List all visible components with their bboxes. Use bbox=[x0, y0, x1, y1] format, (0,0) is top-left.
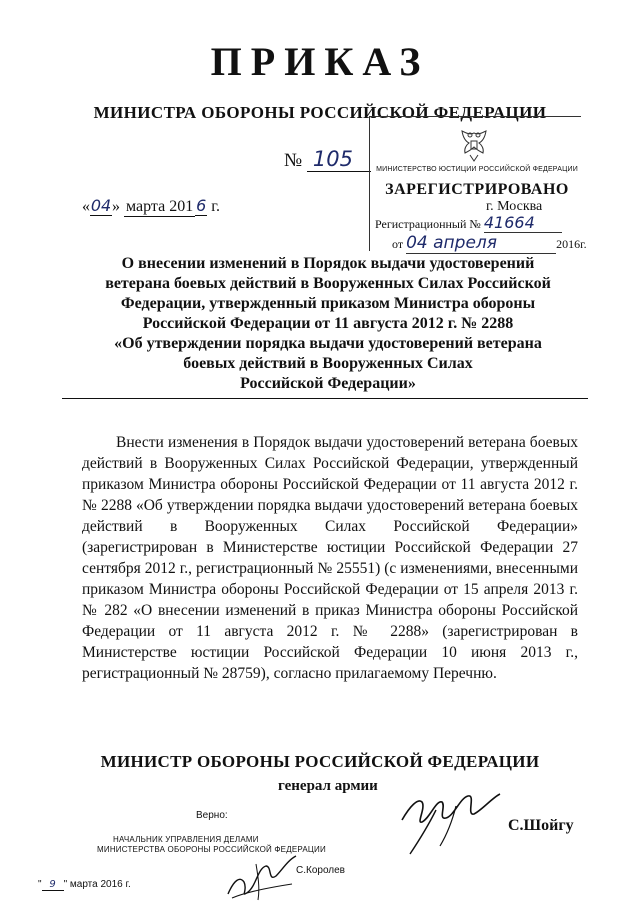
verification-date-quote-open: " bbox=[38, 879, 42, 890]
heading-line: Российской Федерации» bbox=[240, 375, 416, 392]
stamp-reg-value: 41664 bbox=[484, 213, 562, 233]
minister-signature bbox=[396, 776, 506, 858]
stamp-ministry: МИНИСТЕРСТВО ЮСТИЦИИ РОССИЙСКОЙ ФЕДЕРАЦИИ bbox=[376, 166, 578, 173]
verification-date-day: 9 bbox=[42, 879, 64, 891]
verifier-name: С.Королев bbox=[296, 865, 345, 876]
date-month-year: марта 201 bbox=[126, 198, 194, 215]
date-day: 04 bbox=[90, 196, 112, 215]
heading-divider bbox=[62, 398, 588, 399]
document-title: ПРИКАЗ bbox=[210, 39, 430, 84]
verification-date-quote-close: " bbox=[63, 879, 68, 890]
stamp-reg-label: Регистрационный № bbox=[375, 217, 481, 231]
stamp-year-suffix: 2016г. bbox=[556, 237, 587, 251]
verification-chief-line2: МИНИСТЕРСТВА ОБОРОНЫ РОССИЙСКОЙ ФЕДЕРАЦИИ bbox=[97, 845, 326, 854]
stamp-from-label: от bbox=[392, 237, 404, 251]
order-number-label: № bbox=[284, 150, 303, 171]
verification-date bbox=[38, 879, 131, 891]
order-number-value: 105 bbox=[307, 147, 371, 172]
stamp-from bbox=[392, 233, 587, 254]
date-suffix: г. bbox=[211, 198, 220, 215]
date-year-digit: 6 bbox=[196, 196, 207, 215]
heading-line: ветерана боевых действий в Вооруженных Силах Российской bbox=[105, 275, 551, 292]
order-body: Внести изменения в Порядок выдачи удостоверений ветерана боевых действий в Вооруженных Силах Российской Федерации, утвержденный приказом Министра обороны Российской Федерации от 11 августа 2012 г. № 2288 «Об утверждении порядка выдачи удостоверений ветерана боевых действий в Вооруженных Силах Российской Федерации» (зарегистрирован в Министерстве юстиции Российской Федерации 27 сентября 2012 г., регистрационный № 25551) (с изменениями, внесенными приказом Министра обороны Российской Федерации от 15 апреля 2013 г. № 282 «О внесении изменений в приказ Министра обороны Российской Федерации от 11 августа 2012 г. № 2288» (зарегистрирован в Министерстве юстиции Российской Федерации 10 июня 2013 г., регистрационный № 28759), согласно прилагаемому Перечню. bbox=[82, 434, 578, 682]
heading-line: Российской Федерации от 11 августа 2012 г. № 2288 bbox=[142, 315, 514, 332]
stamp-city: г. Москва bbox=[486, 199, 543, 214]
minister-name: С.Шойгу bbox=[508, 817, 574, 834]
stamp-left-border bbox=[369, 116, 370, 251]
verification-chief-line1: НАЧАЛЬНИК УПРАВЛЕНИЯ ДЕЛАМИ bbox=[113, 835, 259, 844]
order-date bbox=[82, 196, 220, 217]
heading-line: О внесении изменений в Порядок выдачи удостоверений bbox=[121, 255, 535, 272]
stamp-from-value: 04 апреля bbox=[406, 233, 556, 254]
eagle-emblem-icon bbox=[454, 127, 494, 163]
verification-date-rest: марта 2016 г. bbox=[69, 879, 131, 890]
stamp-top-border bbox=[369, 116, 581, 117]
verification-label: Верно: bbox=[196, 810, 228, 821]
minister-rank: генерал армии bbox=[278, 778, 378, 794]
date-close-quote: » bbox=[112, 198, 120, 215]
stamp-reg-number bbox=[375, 213, 562, 233]
heading-line: «Об утверждении порядка выдачи удостоверений ветерана bbox=[114, 335, 542, 352]
order-heading bbox=[70, 254, 586, 394]
minister-title: МИНИСТР ОБОРОНЫ РОССИЙСКОЙ ФЕДЕРАЦИИ bbox=[100, 752, 540, 771]
stamp-registered: ЗАРЕГИСТРИРОВАНО bbox=[385, 181, 569, 198]
heading-line: боевых действий в Вооруженных Силах bbox=[183, 355, 473, 372]
date-open-quote: « bbox=[82, 198, 90, 215]
issuer-subtitle: МИНИСТРА ОБОРОНЫ РОССИЙСКОЙ ФЕДЕРАЦИИ bbox=[93, 103, 547, 122]
heading-line: Федерации, утвержденный приказом Министра обороны bbox=[120, 295, 536, 312]
verifier-signature bbox=[222, 848, 302, 904]
order-number bbox=[284, 147, 371, 172]
